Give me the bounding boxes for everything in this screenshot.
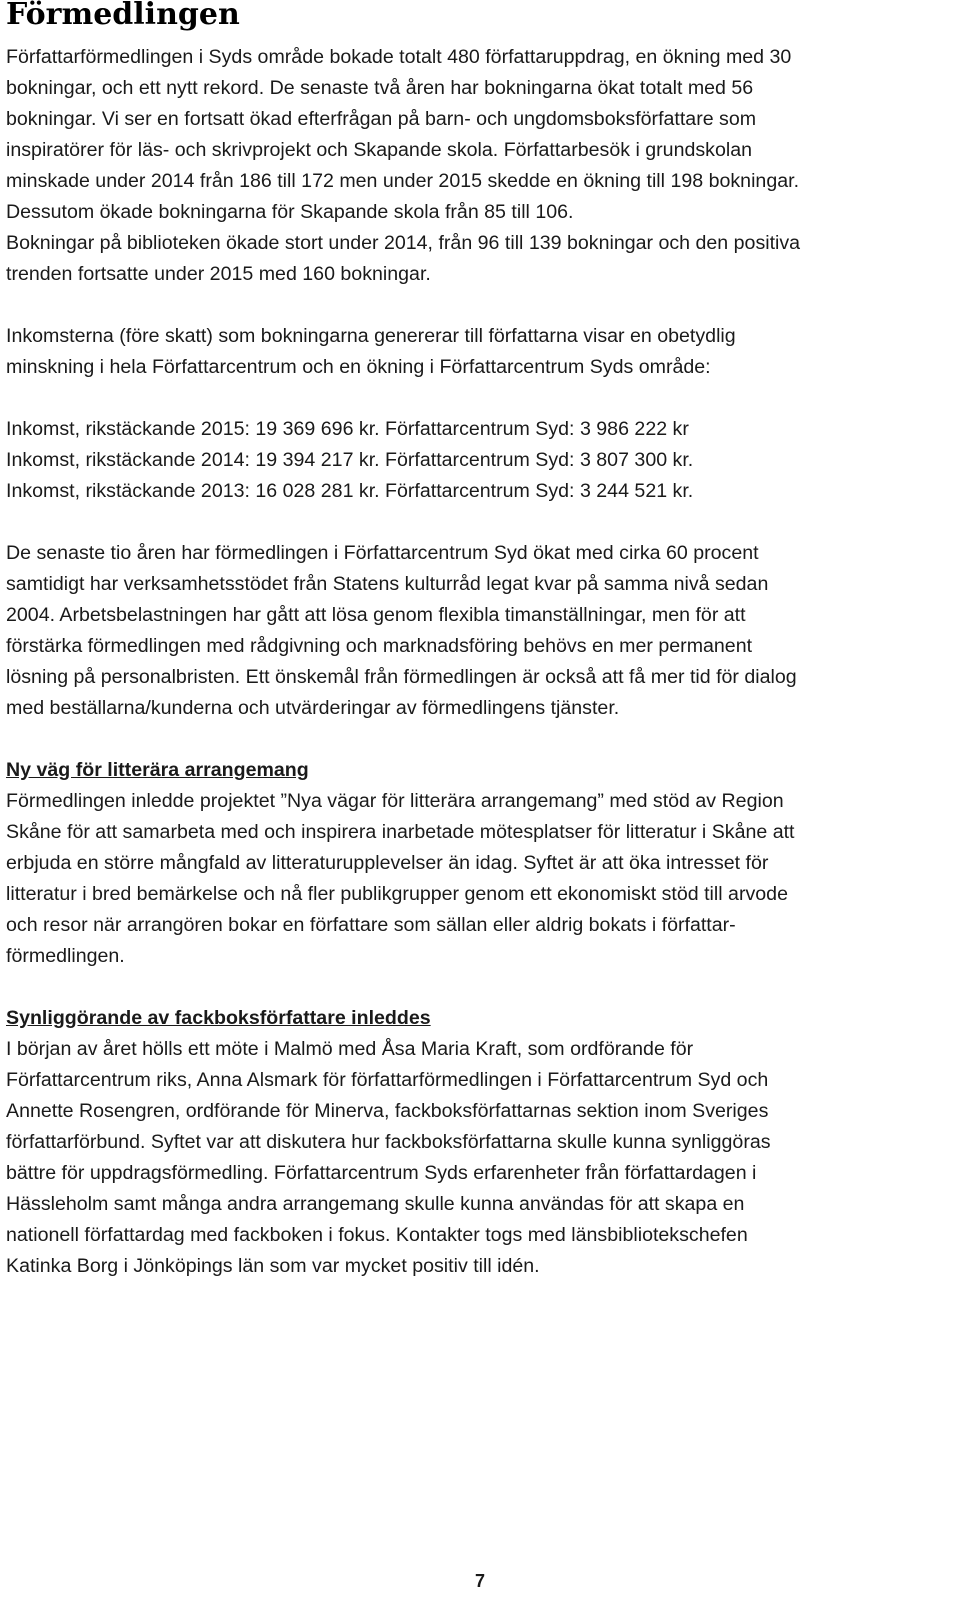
paragraph-line: samtidigt har verksamhetsstödet från Statens kulturråd legat kvar på samma nivå sedan [6,573,769,595]
paragraph-line: med beställarna/kunderna och utvärderingar av förmedlingens tjänster. [6,697,620,719]
paragraph-line: minskning i hela Författarcentrum och en ökning i Författarcentrum Syds område: [6,356,711,378]
section-literary-events [6,755,946,972]
paragraph-line: förmedlingen. [6,945,125,967]
income-line-2014: Inkomst, rikstäckande 2014: 19 394 217 kr. Författarcentrum Syd: 3 807 300 kr. [6,449,694,471]
paragraph-line: Katinka Borg i Jönköpings län som var mycket positiv till idén. [6,1255,540,1277]
paragraph-line: trenden fortsatte under 2015 med 160 bokningar. [6,263,431,285]
paragraph-line: bokningar. Vi ser en fortsatt ökad efterfrågan på barn- och ungdomsboksförfattare som [6,108,757,130]
document-page [6,0,946,1282]
paragraph-line: 2004. Arbetsbelastningen har gått att lösa genom flexibla timanställningar, men för att [6,604,746,626]
paragraph-line: bokningar, och ett nytt rekord. De senaste två åren har bokningarna ökat totalt med 56 [6,77,754,99]
paragraph-line: inspiratörer för läs- och skrivprojekt och Skapande skola. Författarbesök i grundskolan [6,139,753,161]
paragraph-line: De senaste tio åren har förmedlingen i Författarcentrum Syd ökat med cirka 60 procent [6,542,759,564]
paragraph-line: minskade under 2014 från 186 till 172 men under 2015 skedde en ökning till 198 bokningar. [6,170,800,192]
paragraph-line: erbjuda en större mångfald av litteraturupplevelser än idag. Syftet är att öka intresset för [6,852,769,874]
paragraph-line: förstärka förmedlingen med rådgivning och marknadsföring behövs en mer permanent [6,635,753,657]
paragraph-growth [6,538,946,724]
paragraph-bookings [6,42,946,290]
paragraph-line: Hässleholm samt många andra arrangemang skulle kunna användas för att skapa en [6,1193,745,1215]
income-line-2013: Inkomst, rikstäckande 2013: 16 028 281 kr. Författarcentrum Syd: 3 244 521 kr. [6,480,694,502]
section-nonfiction-authors [6,1003,946,1282]
paragraph-line: Författarcentrum riks, Anna Alsmark för författarförmedlingen i Författarcentrum Syd och [6,1069,769,1091]
paragraph-line: Inkomsterna (före skatt) som bokningarna genererar till författarna visar en obetydlig [6,325,736,347]
section-heading: Ny väg för litterära arrangemang [6,759,309,781]
income-list [6,414,946,507]
paragraph-line: och resor när arrangören bokar en författare som sällan eller aldrig bokats i författar- [6,914,736,936]
paragraph-line: bättre för uppdragsförmedling. Författarcentrum Syds erfarenheter från författardagen i [6,1162,757,1184]
paragraph-line: Bokningar på biblioteken ökade stort under 2014, från 96 till 139 bokningar och den positiva [6,232,801,254]
page-number: 7 [474,1571,485,1591]
paragraph-line: Dessutom ökade bokningarna för Skapande skola från 85 till 106. [6,201,574,223]
paragraph-line: litteratur i bred bemärkelse och nå fler publikgrupper genom ett ekonomiskt stöd till arvode [6,883,788,905]
paragraph-line: I början av året hölls ett möte i Malmö med Åsa Maria Kraft, som ordförande för [6,1038,694,1060]
paragraph-line: författarförbund. Syftet var att diskutera hur fackboksförfattarna skulle kunna synliggöras [6,1131,771,1153]
paragraph-line: lösning på personalbristen. Ett önskemål från förmedlingen är också att få mer tid för dialog [6,666,797,688]
paragraph-line: Förmedlingen inledde projektet ”Nya vägar för litterära arrangemang” med stöd av Region [6,790,784,812]
paragraph-line: Annette Rosengren, ordförande för Minerva, fackboksförfattarnas sektion inom Sveriges [6,1100,769,1122]
paragraph-line: Författarförmedlingen i Syds område bokade totalt 480 författaruppdrag, en ökning med 30 [6,46,792,68]
paragraph-line: Skåne för att samarbeta med och inspirera inarbetade mötesplatser för litteratur i Skåne att [6,821,795,843]
section-heading: Synliggörande av fackboksförfattare inleddes [6,1007,431,1029]
paragraph-income-intro [6,321,946,383]
income-line-2015: Inkomst, rikstäckande 2015: 19 369 696 kr. Författarcentrum Syd: 3 986 222 kr [6,418,689,440]
page-title: Förmedlingen [6,0,240,32]
paragraph-line: nationell författardag med fackboken i fokus. Kontakter togs med länsbibliotekschefen [6,1224,748,1246]
